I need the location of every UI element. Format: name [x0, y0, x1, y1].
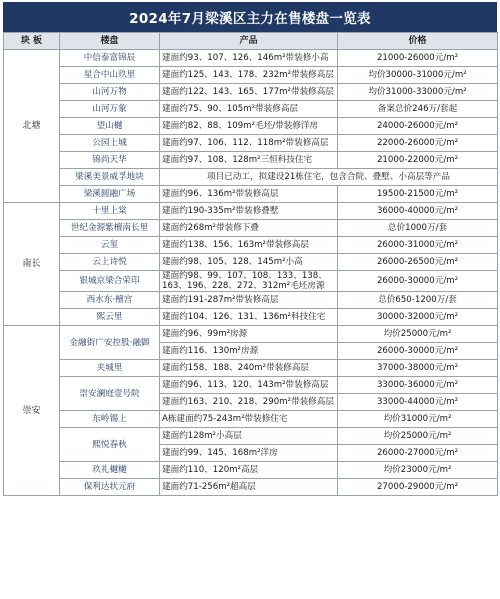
table-row: [4, 292, 498, 309]
project-cell: 望山樾: [60, 118, 160, 135]
project-cell: 崇安澜庭壹号院: [60, 377, 160, 411]
project-cell: 东岭锡上: [60, 411, 160, 428]
header-project: 楼盘: [60, 33, 160, 50]
table-row: [4, 101, 498, 118]
table-row: [4, 411, 498, 428]
price-cell: 21000-26000元/m²: [338, 50, 498, 67]
price-cell: 26000-26500元/m²: [338, 254, 498, 271]
project-cell: 梁溪圆融广场: [60, 186, 160, 203]
product-cell: 建面约71-256m²超高层: [160, 479, 338, 496]
table-row: [4, 479, 498, 496]
header-region: 块 板: [4, 33, 60, 50]
product-cell: 建面约163、210、218、290m²带装修高层: [160, 394, 338, 411]
price-cell: 均价23000元/m²: [338, 462, 498, 479]
price-cell: 备案总价246万/套起: [338, 101, 498, 118]
project-cell: 熙悦春秋: [60, 428, 160, 462]
price-cell: 26000-30000元/m²: [338, 271, 498, 292]
table-header: [4, 33, 498, 50]
price-cell: 30000-32000元/m²: [338, 309, 498, 326]
region-cell: 南长: [4, 203, 60, 326]
price-cell: 均价31000元/m²: [338, 411, 498, 428]
product-cell: 建面约125、143、178、232m²带装修高层: [160, 67, 338, 84]
region-cell: 崇安: [4, 326, 60, 496]
project-cell: 十里上棠: [60, 203, 160, 220]
listing-table: [3, 32, 498, 496]
project-cell: 金融街广安控股·融御: [60, 326, 160, 360]
table-row: [4, 326, 498, 343]
product-cell: A栋建面约75-243m²带装修住宅: [160, 411, 338, 428]
product-cell: 建面约93、107、126、146m²带装修小高: [160, 50, 338, 67]
product-cell: 建面约158、188、240m²带装修高层: [160, 360, 338, 377]
product-cell: 建面约268m²带装修下叠: [160, 220, 338, 237]
project-cell: 山河万物: [60, 84, 160, 101]
table-row: [4, 152, 498, 169]
price-cell: 24000-26000元/m²: [338, 118, 498, 135]
product-cell: 建面约96、113、120、143m²带装修高层: [160, 377, 338, 394]
product-cell: 建面约128m²小高层: [160, 428, 338, 445]
table-row: [4, 203, 498, 220]
table-row: [4, 118, 498, 135]
table-title: 2024年7月梁溪区主力在售楼盘一览表: [3, 2, 497, 32]
header-price: 价格: [338, 33, 498, 50]
product-cell: 建面约98、99、107、108、133、138、163、196、228、272、312m²毛坯房源: [160, 271, 338, 292]
table-row: [4, 237, 498, 254]
price-cell: 26000-27000元/m²: [338, 445, 498, 462]
project-cell: 锦尚天华: [60, 152, 160, 169]
project-cell: 银城京梁合荣印: [60, 271, 160, 292]
table-row: [4, 462, 498, 479]
project-cell: 熙云里: [60, 309, 160, 326]
table-row: [4, 135, 498, 152]
table-row: [4, 169, 498, 186]
price-cell: 33000-36000元/m²: [338, 377, 498, 394]
project-cell: 山河万象: [60, 101, 160, 118]
table-row: [4, 360, 498, 377]
table-row: [4, 84, 498, 101]
price-cell: 均价25000元/m²: [338, 428, 498, 445]
price-cell: 33000-44000元/m²: [338, 394, 498, 411]
product-cell: 建面约97、108、128m²三恒科技住宅: [160, 152, 338, 169]
product-cell: 建面约116、130m²房源: [160, 343, 338, 360]
price-cell: 26000-30000元/m²: [338, 343, 498, 360]
table-row: [4, 67, 498, 84]
project-cell: 玖礼樾樾: [60, 462, 160, 479]
project-cell: 保利达状元府: [60, 479, 160, 496]
project-cell: 西水东·檀宫: [60, 292, 160, 309]
product-cell: 建面约122、143、165、177m²带装修高层: [160, 84, 338, 101]
project-cell: 梁溪美景威孚地块: [60, 169, 160, 186]
region-cell: 北塘: [4, 50, 60, 203]
table-row: [4, 254, 498, 271]
table-row: [4, 186, 498, 203]
price-cell: 26000-31000元/m²: [338, 237, 498, 254]
price-cell: 27000-29000元/m²: [338, 479, 498, 496]
product-cell: 建面约96、99m²房源: [160, 326, 338, 343]
price-cell: 均价31000-33000元/m²: [338, 84, 498, 101]
table-row: [4, 220, 498, 237]
price-cell: 总价1000万/套: [338, 220, 498, 237]
price-cell: 22000-26000元/m²: [338, 135, 498, 152]
project-cell: 星合中山玖里: [60, 67, 160, 84]
product-cell: 建面约99、145、168m²洋房: [160, 445, 338, 462]
project-cell: 云上诗悦: [60, 254, 160, 271]
project-note-cell: 项目已动工，拟建设21栋住宅，包含合院、叠墅、小高层等产品: [160, 169, 498, 186]
price-cell: 36000-40000元/m²: [338, 203, 498, 220]
product-cell: 建面约138、156、163m²带装修高层: [160, 237, 338, 254]
product-cell: 建面约190-335m²带装修叠墅: [160, 203, 338, 220]
project-cell: 中信泰富锦辰: [60, 50, 160, 67]
product-cell: 建面约110、120m²高层: [160, 462, 338, 479]
project-cell: 世纪金源紫檀南长里: [60, 220, 160, 237]
product-cell: 建面约191-287m²带装修高层: [160, 292, 338, 309]
table-row: [4, 377, 498, 394]
header-product: 产品: [160, 33, 338, 50]
price-cell: 均价25000元/m²: [338, 326, 498, 343]
product-cell: 建面约104、126、131、136m²科技住宅: [160, 309, 338, 326]
table-body: [4, 50, 498, 496]
table-row: [4, 271, 498, 292]
table-row: [4, 50, 498, 67]
price-cell: 19500-21500元/m²: [338, 186, 498, 203]
table-row: [4, 309, 498, 326]
price-cell: 总价650-1200万/套: [338, 292, 498, 309]
product-cell: 建面约75、90、105m²带装修高层: [160, 101, 338, 118]
price-cell: 均价30000-31000元/m²: [338, 67, 498, 84]
project-cell: 公园上城: [60, 135, 160, 152]
product-cell: 建面约82、88、109m²毛坯/带装修洋房: [160, 118, 338, 135]
price-cell: 21000-22000元/m²: [338, 152, 498, 169]
product-cell: 建面约96、136m²带装修高层: [160, 186, 338, 203]
product-cell: 建面约97、106、112、118m²带装修高层: [160, 135, 338, 152]
product-cell: 建面约98、105、128、145m²小高: [160, 254, 338, 271]
project-cell: 夹城里: [60, 360, 160, 377]
table-row: [4, 428, 498, 445]
project-cell: 云玺: [60, 237, 160, 254]
price-cell: 37000-38000元/m²: [338, 360, 498, 377]
